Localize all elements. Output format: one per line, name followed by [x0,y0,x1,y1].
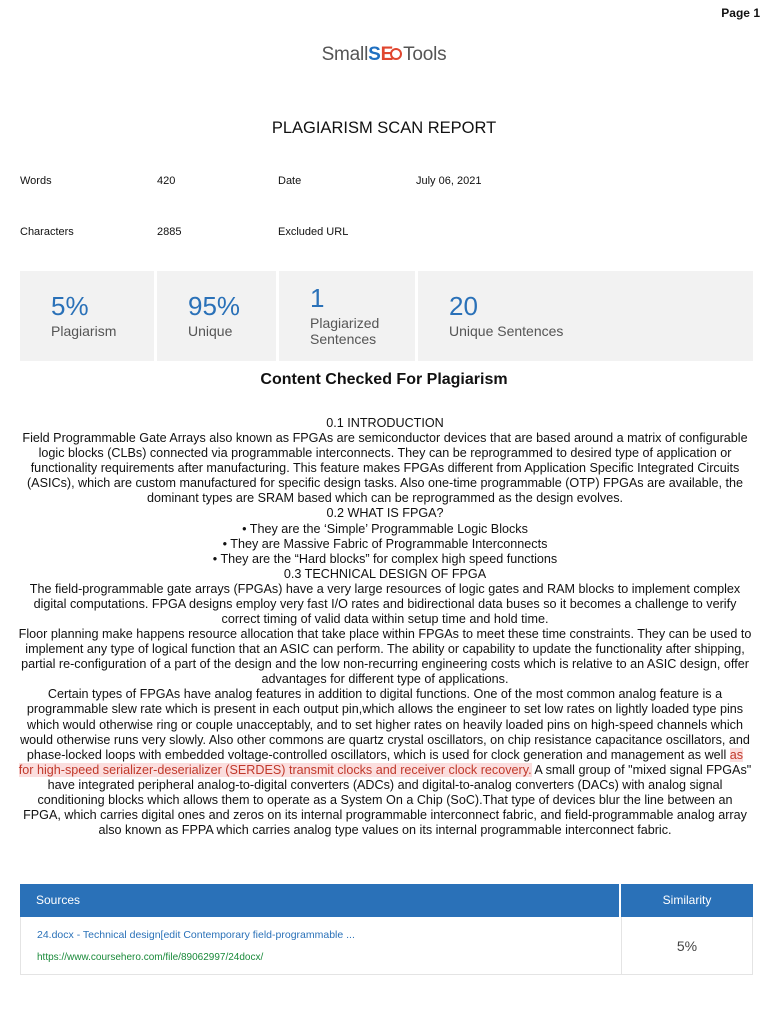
date-label: Date [278,175,302,187]
sources-table [20,884,753,975]
checked-content [18,416,752,838]
page-number: Page 1 [721,6,760,20]
content-paragraph: Field Programmable Gate Arrays also known as FPGAs are semiconductor devices that are based around a matrix of configurable logic blocks (CLBs) connected via programmable interconnects. They can be reprogrammed to desired type of application or functionality requirements after manufacturing. This feature makes FPGAs different from Application Specific Integrated Circuits (ASICs), which are custom manufactured for specific design tasks. Also one-time programmable (OTP) FPGAs are available, the dominant types are SRAM based which can be reprogrammed as the design evolves. [22,431,748,506]
content-bullet: • They are Massive Fabric of Programmable Interconnects [222,536,548,551]
date-value: July 06, 2021 [416,175,482,187]
report-title: PLAGIARISM SCAN REPORT [271,119,497,137]
paragraph-text: A small group of "mixed signal FPGAs" have integrated peripheral analog-to-digital converters (ADCs) and digital-to-analog converters (DACs) with analog signal conditioning blocks which allows them to operate as a System On a Chip (SoC).That type of devices blur the line between an FPGA, which carries digital ones and zeros on its internal programmable interconnect fabric, and field-programmable analog array also known as FPPA which carries analog type values on its internal programmable interconnect fabric. [23,762,752,838]
content-line: 0.1 INTRODUCTION [326,416,444,430]
stat-plagiarized-sentences [279,271,415,361]
stats-summary [20,271,753,361]
logo-text-small: Small [321,44,369,65]
source-url-link[interactable]: https://www.coursehero.com/file/89062997/24docx/ [37,952,264,963]
logo-text-seo: SE [368,44,394,65]
plagiarized-highlight[interactable]: as for high-speed serializer-deserializer (SERDES) transmit clocks and receiver clock recovery. [18,747,744,777]
stat-label: Plagiarized Sentences [310,315,380,347]
stat-value: 20 [449,291,478,321]
stat-label: Unique Sentences [449,323,564,339]
sources-header: Sources [20,884,619,917]
source-title-link[interactable]: 24.docx - Technical design[edit Contemporary field-programmable ... [37,929,355,941]
characters-label: Characters [20,226,74,238]
stat-value: 95% [188,291,241,321]
stat-label: Plagiarism [51,323,117,339]
stat-plagiarism [20,271,154,361]
similarity-header: Similarity [621,884,753,917]
content-bullet: • They are the “Hard blocks” for complex high speed functions [212,551,558,566]
excluded-url-label: Excluded URL [278,226,349,238]
stat-label: Unique [188,323,233,339]
logo-text-tools: Tools [403,44,447,65]
magnifier-icon [390,48,402,60]
similarity-value: 5% [676,938,698,954]
stat-unique [157,271,276,361]
content-bullet: • They are the ‘Simple’ Programmable Logic Blocks [242,521,528,536]
content-line: 0.3 TECHNICAL DESIGN OF FPGA [283,566,487,581]
paragraph-text: Certain types of FPGAs have analog features in addition to digital functions. One of the most common analog feature is a programmable slew rate which is present in each output pin,which allows the engineer to set low rates on lightly loaded type pins which would otherwise ring or couple unacceptably, and to set higher rates on heavily loaded pins on high-speed channels which would otherwise runs very slowly. Also other commons are quartz crystal oscillators, on chip resistance capacitance oscillators, and phase-locked loops with embedded voltage-controlled oscillators, which is used for clock generation and management as well [20,687,750,762]
content-paragraph: The field-programmable gate arrays (FPGAs) have a very large resources of logic gates and RAM blocks to implement complex digital computations. FPGA designs employ very fast I/O rates and bidirectional data buses so it becomes a challenge to verify correct timing of valid data within setup time and hold time. [29,581,741,627]
smallseotools-logo[interactable] [0,44,768,66]
content-section-title: Content Checked For Plagiarism [260,371,508,388]
source-cell [21,917,622,974]
words-label: Words [20,175,52,187]
content-line: 0.2 WHAT IS FPGA? [326,506,444,521]
source-row [20,917,753,975]
stat-value: 1 [310,283,325,313]
sources-table-header [20,884,753,917]
words-value: 420 [157,175,176,187]
content-paragraph: Floor planning make happens resource allocation that take place within FPGAs to meet these time constraints. They can be used to implement any type of logical function that an ASIC can perform. The ability or capability to update the functionality after shipping, partial re-configuration of a part of the design and the low non-recurring engineering costs which is relative to an ASIC design, offer advantages for different type of applications. [18,627,752,687]
stat-value: 5% [51,291,89,321]
content-paragraph [18,687,752,838]
characters-value: 2885 [157,226,182,238]
stat-unique-sentences [418,271,753,361]
